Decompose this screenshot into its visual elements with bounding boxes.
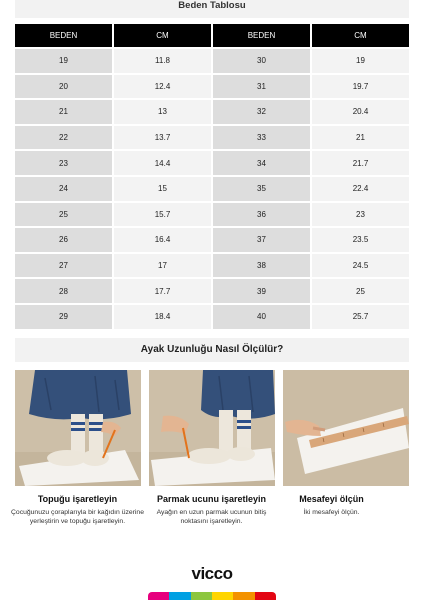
size-cell: 34 — [213, 151, 310, 175]
size-cell: 31 — [213, 75, 310, 99]
ruler-measuring-photo — [283, 370, 409, 486]
cm-cell: 17 — [114, 254, 211, 278]
color-swatch — [255, 592, 276, 600]
heel-marking-photo — [15, 370, 141, 486]
cm-cell: 11.8 — [114, 49, 211, 73]
size-cell: 28 — [15, 279, 112, 303]
step-title: Topuğu işaretleyin — [37, 494, 118, 504]
size-chart-title: Beden Tablosu — [15, 0, 409, 18]
cm-cell: 13 — [114, 100, 211, 124]
cm-cell: 15 — [114, 177, 211, 201]
cm-cell: 20.4 — [312, 100, 409, 124]
step-title: Mesafeyi ölçün — [299, 494, 364, 504]
cm-cell: 22.4 — [312, 177, 409, 201]
size-cell: 29 — [15, 305, 112, 329]
toe-marking-photo — [149, 370, 275, 486]
size-cell: 40 — [213, 305, 310, 329]
table-header-cell: BEDEN — [213, 24, 310, 47]
cm-cell: 17.7 — [114, 279, 211, 303]
color-swatch — [148, 592, 169, 600]
size-table — [15, 24, 409, 329]
size-cell: 27 — [15, 254, 112, 278]
size-cell: 38 — [213, 254, 310, 278]
step-description: İki mesafeyi ölçün. — [303, 509, 360, 516]
brand-logo: vicco — [191, 564, 233, 583]
cm-cell: 14.4 — [114, 151, 211, 175]
color-swatch — [191, 592, 212, 600]
cm-cell: 25.7 — [312, 305, 409, 329]
size-cell: 22 — [15, 126, 112, 150]
size-cell: 30 — [213, 49, 310, 73]
size-cell: 23 — [15, 151, 112, 175]
cm-cell: 13.7 — [114, 126, 211, 150]
cm-cell: 23 — [312, 203, 409, 227]
cm-cell: 21.7 — [312, 151, 409, 175]
color-swatch — [169, 592, 190, 600]
cm-cell: 19.7 — [312, 75, 409, 99]
size-cell: 24 — [15, 177, 112, 201]
color-swatch — [212, 592, 233, 600]
cm-cell: 16.4 — [114, 228, 211, 252]
size-cell: 36 — [213, 203, 310, 227]
step-toe — [144, 494, 279, 526]
table-header-cell: BEDEN — [15, 24, 112, 47]
cm-cell: 23.5 — [312, 228, 409, 252]
size-cell: 26 — [15, 228, 112, 252]
cm-cell: 18.4 — [114, 305, 211, 329]
cm-cell: 15.7 — [114, 203, 211, 227]
step-measure — [264, 494, 399, 517]
size-cell: 20 — [15, 75, 112, 99]
step-description: Ayağın en uzun parmak ucunun bitiş noktasını işaretleyin. — [156, 509, 267, 525]
color-swatch — [233, 592, 254, 600]
table-header-cell: CM — [114, 24, 211, 47]
step-title: Parmak ucunu işaretleyin — [156, 494, 267, 504]
size-cell: 19 — [15, 49, 112, 73]
cm-cell: 21 — [312, 126, 409, 150]
size-cell: 21 — [15, 100, 112, 124]
size-cell: 35 — [213, 177, 310, 201]
cm-cell: 12.4 — [114, 75, 211, 99]
size-cell: 32 — [213, 100, 310, 124]
table-header-cell: CM — [312, 24, 409, 47]
step-heel — [10, 494, 145, 526]
size-cell: 37 — [213, 228, 310, 252]
step-description: Çocuğunuzu çoraplarıyla bir kağıdın üzerine yerleştirin ve topuğu işaretleyin. — [11, 509, 144, 525]
cm-cell: 25 — [312, 279, 409, 303]
brand-color-strip — [148, 592, 276, 600]
size-cell: 33 — [213, 126, 310, 150]
size-cell: 25 — [15, 203, 112, 227]
cm-cell: 24.5 — [312, 254, 409, 278]
size-cell: 39 — [213, 279, 310, 303]
howto-title: Ayak Uzunluğu Nasıl Ölçülür? — [15, 338, 409, 362]
cm-cell: 19 — [312, 49, 409, 73]
